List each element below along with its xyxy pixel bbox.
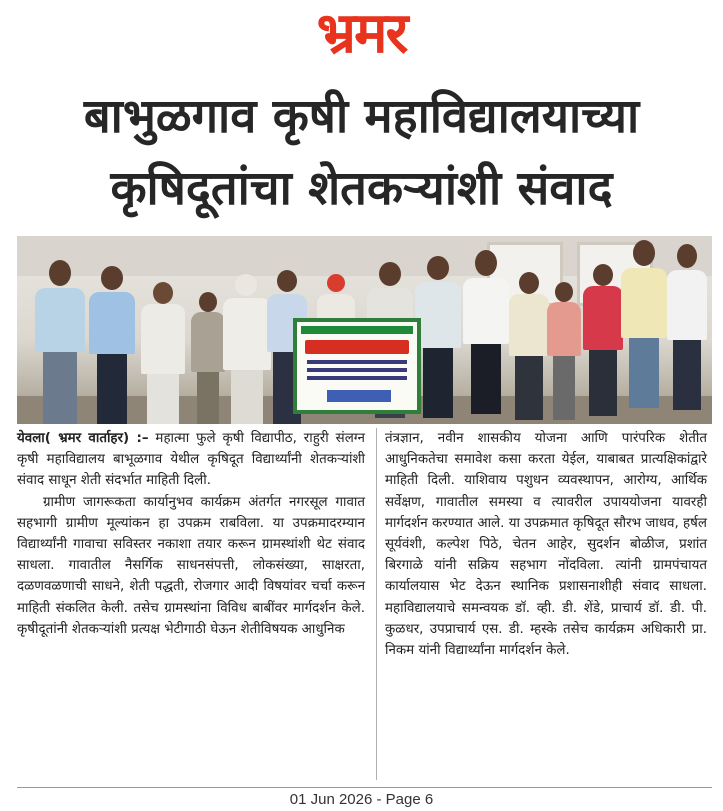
article-paragraph: तंत्रज्ञान, नवीन शासकीय योजना आणि पारंपरिक शेतीत आधुनिकतेचा समावेश कसा करता येईल, याबाबत प्रात्यक्षिकांद्वारे माहिती दिली. याशिवाय पशुधन व्यवस्थापन, आरोग्य, आर्थिक सर्वेक्षण, गावातील समस्या व त्यावरील उपाययोजना यावरही मार्गदर्शन करण्यात आले. या उपक्रमात कृषिदूत सौरभ जाधव, हर्षल सूर्यवंशी, कल्पेश पिठे, चेतन आहेर, सुदर्शन बोळीज, प्रशांत बिरगाळे यांनी सक्रिय सहभाग नोंदविला. त्यांनी ग्रामपंचायत कार्यालयास भेट देऊन स्थानिक प्रशासनाशीही संवाद साधला. महाविद्यालयाचे समन्वयक डॉ. व्ही. डी. शेंडे, प्राचार्य डॉ. डी. पी. कुळधर, उपप्राचार्य एस. डी. म्हस्के तसेच कार्यक्रम अधिकारी प्रा. निकम यांनी विद्यार्थ्यांना मार्गदर्शन केले. xyxy=(385,431,707,659)
event-banner xyxy=(293,318,421,414)
headline-line-2: कृषिदूतांचा शेतकऱ्यांशी संवाद xyxy=(110,161,613,216)
footer-rule xyxy=(17,787,712,788)
page-footer: 01 Jun 2026 - Page 6 xyxy=(289,791,434,808)
article-paragraph xyxy=(17,428,365,492)
group-photo xyxy=(17,236,712,424)
headline-line-1: बाभुळगाव कृषी महाविद्यालयाच्या xyxy=(83,89,640,144)
column-divider xyxy=(376,428,377,780)
dateline: येवला( भ्रमर वार्ताहर) :– xyxy=(17,431,149,446)
article-column-right xyxy=(385,428,707,661)
article-column-left xyxy=(17,428,365,640)
article-lead-text: महात्मा फुले कृषी विद्यापीठ, राहुरी संलग्न कृषी महाविद्यालय बाभूळगाव येथील कृषिदूत विद्यार्थ्यांनी शेतकऱ्यांशी संवाद साधून शेती संदर्भात माहिती दिली. xyxy=(17,431,365,489)
newspaper-masthead xyxy=(0,2,723,66)
article-paragraph: ग्रामीण जागरूकता कार्यानुभव कार्यक्रम अंतर्गत नगरसूल गावात सहभागी ग्रामीण मूल्यांकन हा उपक्रम राबविला. या उपक्रमादरम्यान विद्यार्थ्यांनी गावाचा सविस्तर नकाशा तयार करून ग्रामस्थांशी थेट संवाद साधला. गावातील नैसर्गिक साधनसंपत्ती, लोकसंख्या, साक्षरता, दळणवळणाची साधने, शेती पद्धती, रोजगार आदी विषयांवर चर्चा करून माहिती संकलित केली. तसेच ग्रामस्थांना विविध बाबींवर मार्गदर्शन केले. कृषीदूतांनी शेतकऱ्यांशी प्रत्यक्ष भेटीगाठी घेऊन शेतीविषयक आधुनिक xyxy=(17,494,365,637)
masthead-title: भ्रमर xyxy=(316,1,407,66)
